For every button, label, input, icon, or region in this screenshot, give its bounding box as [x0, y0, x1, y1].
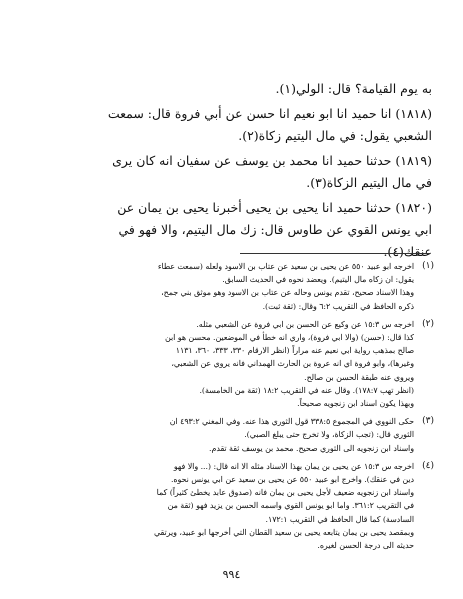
main-line: به يوم القيامة؟ قال: الولي(١).	[275, 81, 432, 96]
footnote-line: (انظر تهب ١٧٨:٧). وقال عنه في التقريب ١٨:٢ (ثقة من الخامسة).	[199, 385, 414, 395]
main-line: (١٨١٩) حدثنا حميد انا محمد بن يوسف عن سفيان انه كان يرى	[112, 153, 432, 168]
main-line: (١٨٢٠) حدثنا حميد انا يحيى بن يحيى أخبرنا يحيى بن يمان عن	[117, 200, 432, 215]
footnote-number: (٢)	[422, 318, 434, 329]
footnote-line: اخرجه ابو عبيد ٥٥٠ عن يحيى بن سعيد عن عتاب بن الاسود ولعله (سمعت عطاء	[157, 262, 414, 271]
footnote	[42, 460, 434, 552]
footnote-line: ذكره الحافظ في التقريب ٦:٢ وقال: (ثقة ثبت).	[262, 301, 414, 311]
footnote-separator	[240, 253, 430, 254]
main-line: عنقك(٤).	[383, 244, 432, 259]
footnote-line: صالح بمذهب رواية ابي نعيم عنه مراراً (انظر الارقام ٣٣٠، ٣٣٣، ٣٦٠، ١١٣١	[175, 346, 414, 356]
main-line: (١٨١٨) انا حميد انا ابو نعيم انا حسن عن أبي فروة قال: سمعت	[107, 106, 432, 121]
footnote-line: واسناد ابن زنجويه ضعيف لأجل يحيى بن يمان فانه (صدوق عابد يخطئ كثيراً) كما	[156, 488, 414, 498]
footnote-line: كذا قال: (حسن) (والا ابي فروة)، واري انه خطأ في الموضعين. محسن هو ابن	[165, 333, 414, 343]
footnotes	[42, 260, 434, 557]
footnote-line: الثوري قال: (تجب الزكاة، ولا تخرج حتى يبلغ الصبي).	[244, 430, 414, 440]
main-line: الشعبي يقول: في مال اليتيم زكاة(٢).	[238, 128, 432, 143]
footnote-line: اخرجه س ١٥:٣ عن وكيع عن الحسن بن ابي فروة عن الشعبي مثله.	[196, 319, 414, 329]
footnote-line: ويروي عنه طبقة الحسن بن صالح.	[304, 372, 414, 382]
page-number: ٩٩٤	[222, 568, 241, 581]
footnote-line: حديثه الى درجة الحسن لغيره.	[317, 541, 414, 551]
footnote-line: وهذا الاسناد صحيح، تقدم يونس وحاله عن عتاب بن الاسود وهو موثق بني جمح،	[161, 288, 414, 298]
footnote-line: وبهذا يكون اسناد ابن زنجويه صحيحاً.	[297, 399, 414, 409]
footnote	[42, 260, 434, 313]
footnote-line: في التقريب ٣٦١:٢. واما ابو يونس القوي واسمه الحسن بن يزيد فهو (ثقة من	[167, 501, 414, 511]
footnote-number: (١)	[422, 261, 434, 271]
footnote-line: وغيرها)، وابو فروة اي انه عروة بن الحارث الهمداني فانه يروي عن الشعبي،	[171, 359, 414, 369]
footnote-number: (٤)	[422, 460, 434, 471]
footnote-line: السادسة) كما قال الحافظ في التقريب ١٧٢:١.	[265, 514, 414, 524]
footnote-number: (٣)	[422, 416, 434, 427]
footnote	[42, 415, 434, 455]
footnote-line: واسناد ابن زنجويه الى الثوري صحيح. محمد بن يوسف ثقة تقدم.	[209, 443, 414, 453]
footnote-line: وبمقصد يحيى بن يمان يتابعه يحيى بن سعيد القطان التي أخرجها ابو عبيد، ويرتقي	[154, 527, 414, 537]
main-text	[42, 78, 432, 263]
footnote-line: اخرجه س ١٥:٣ عن يحيى بن يمان بهذا الاسناد مثله الا انه قال: (... والا فهو	[173, 461, 414, 471]
main-line: ابي يونس القوي عن طاوس قال: زك مال اليتيم، والا فهو في	[118, 222, 432, 237]
main-line: في مال اليتيم الزكاة(٣).	[306, 175, 432, 190]
footnote	[42, 318, 434, 410]
footnote-line: دين في عنقك). واخرج ابو عبيد ٥٥٠ عن يحيى بن سعيد عن ابي يونس نحوه.	[170, 475, 414, 485]
footnote-line: حكى النووي في المجموع ٣٣٨:٥ قول الثوري هذا عنه. وفي المغني ٤٩٣:٢ ان	[169, 417, 414, 427]
footnote-line: يقول: ان زكاه مال اليتيم). ويعضد نحوه في الحديث السابق.	[222, 275, 414, 285]
